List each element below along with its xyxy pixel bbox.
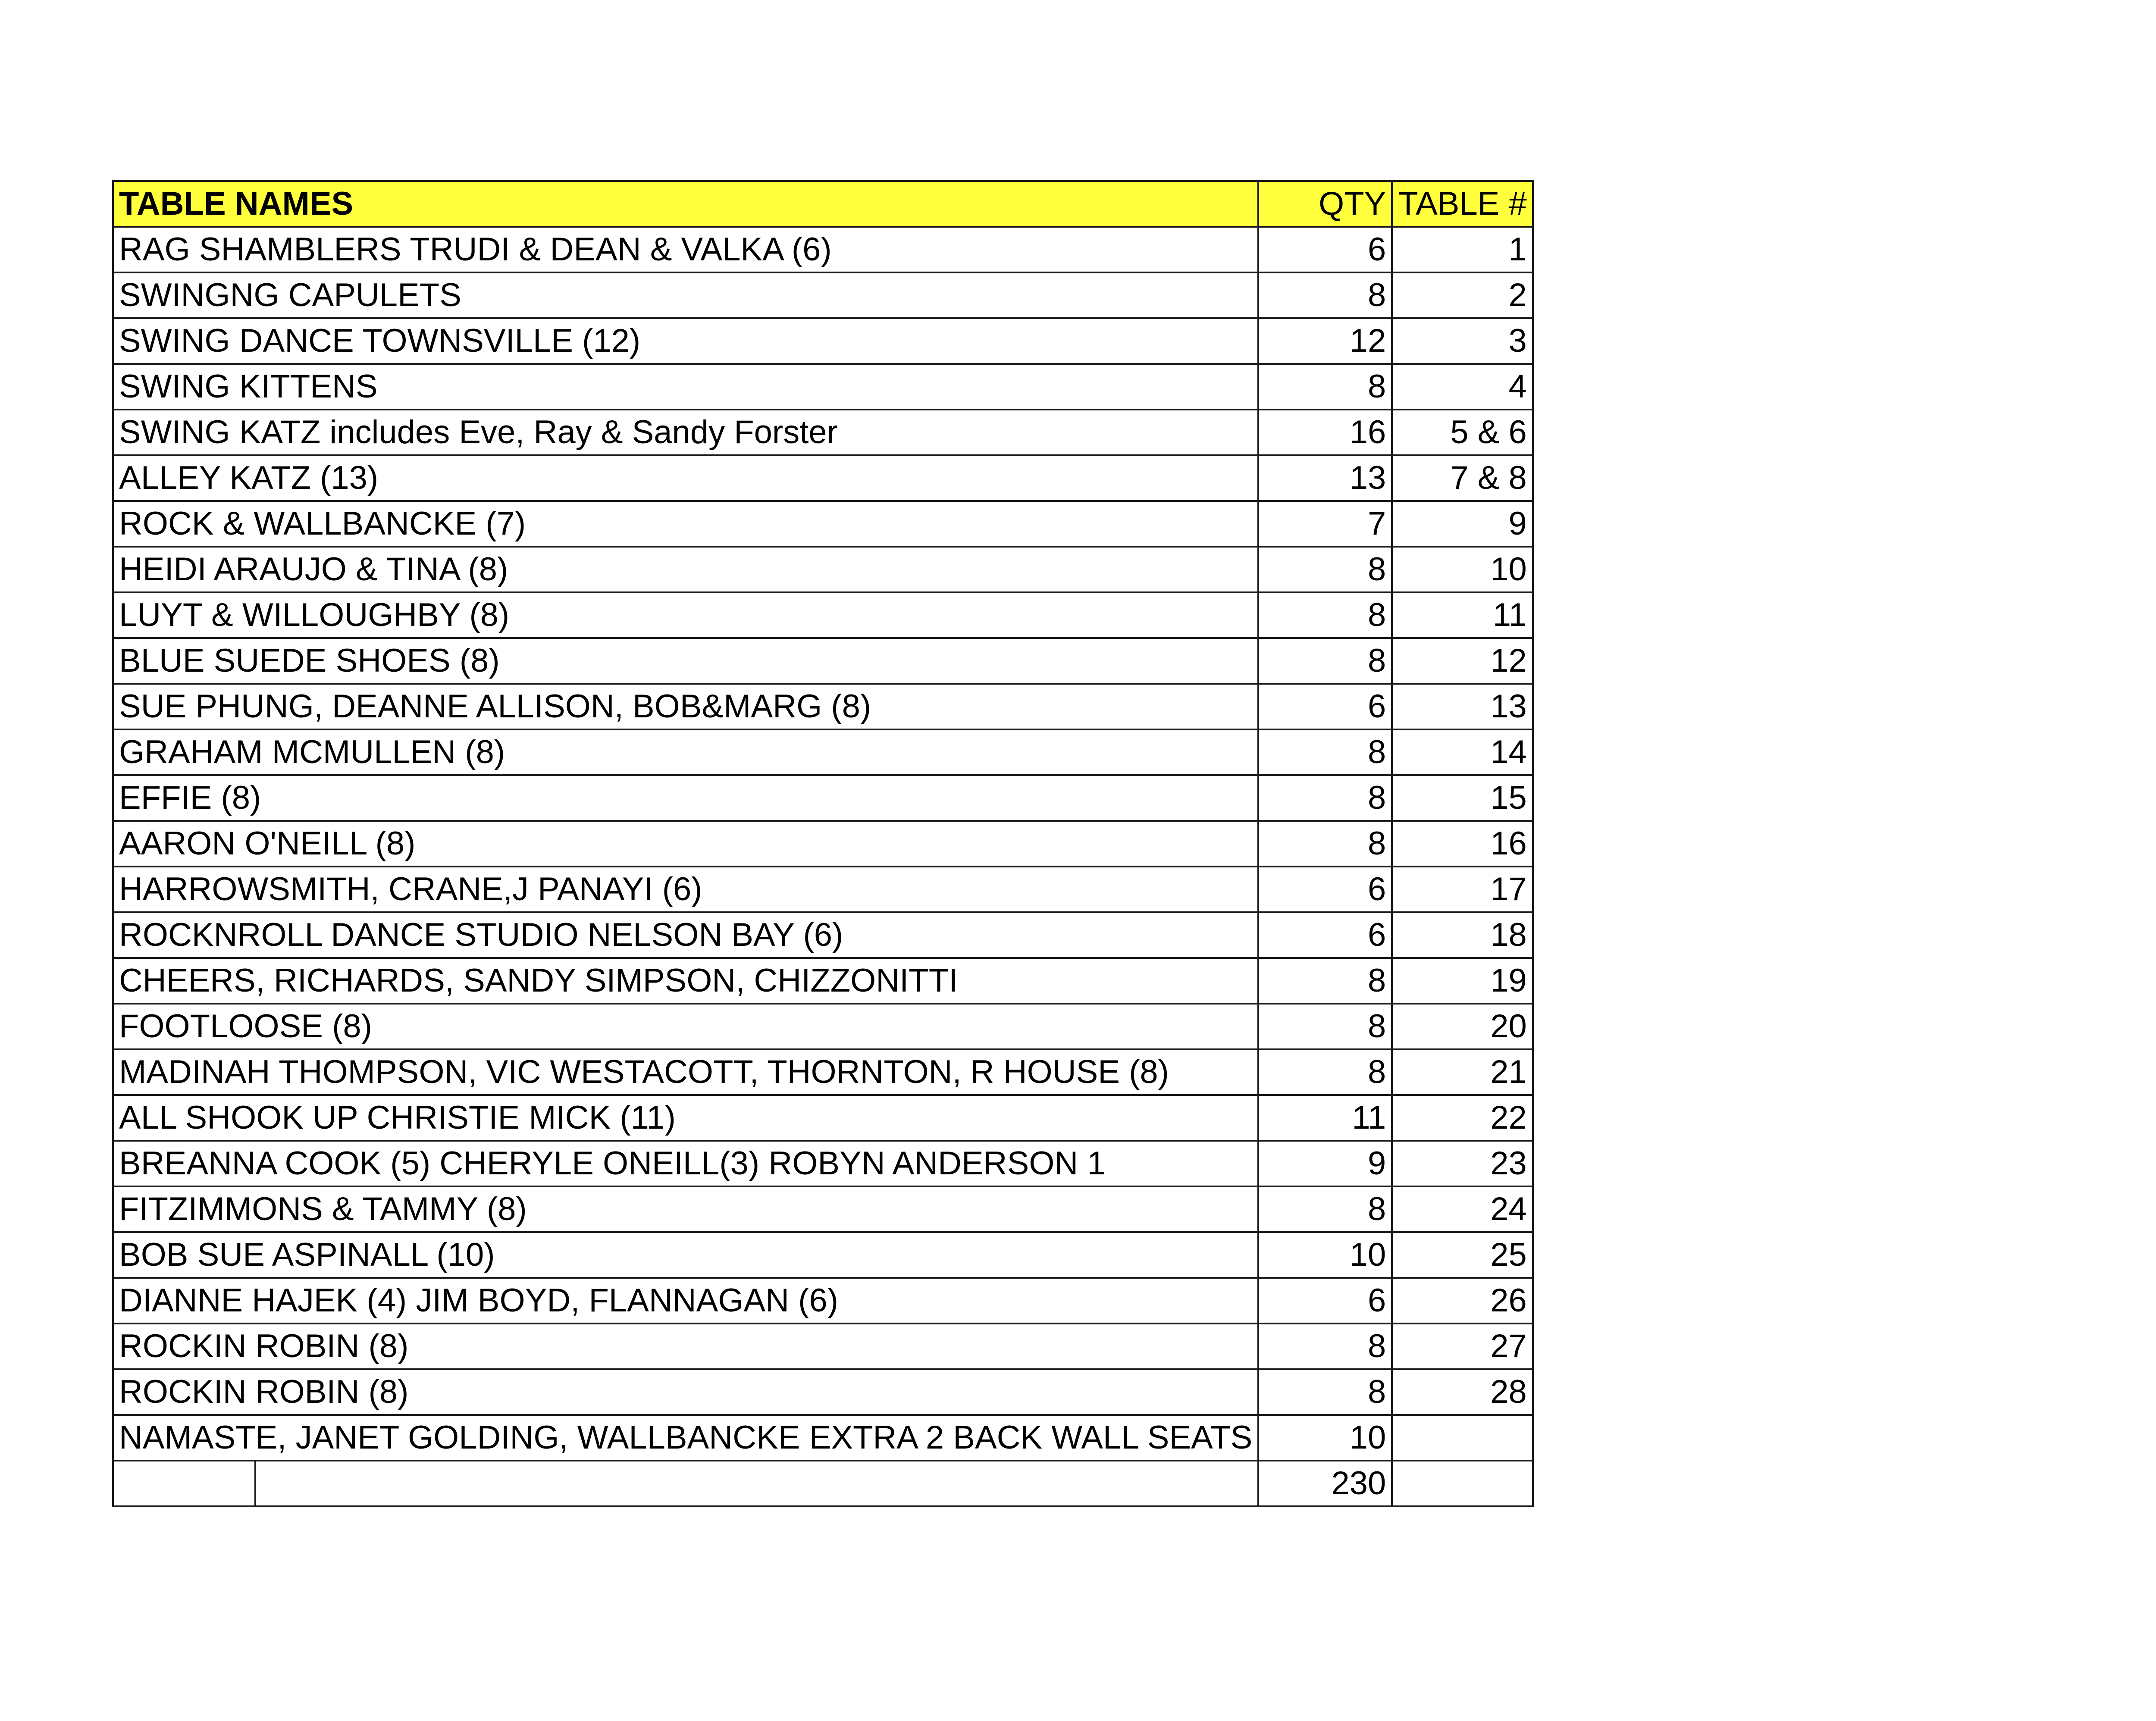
row-qty: 8 <box>1258 821 1392 867</box>
row-qty: 8 <box>1258 638 1392 684</box>
row-table-number: 16 <box>1392 821 1533 867</box>
row-table-number: 11 <box>1392 592 1533 638</box>
table-row <box>113 455 1533 501</box>
row-qty: 11 <box>1258 1095 1392 1141</box>
row-qty: 8 <box>1258 775 1392 821</box>
table-row <box>113 1004 1533 1049</box>
row-qty: 13 <box>1258 455 1392 501</box>
row-table-number: 2 <box>1392 272 1533 318</box>
row-qty: 7 <box>1258 501 1392 547</box>
table-row <box>113 364 1533 410</box>
seating-table <box>112 180 1534 1507</box>
row-names: GRAHAM MCMULLEN (8) <box>113 729 1258 775</box>
row-qty: 8 <box>1258 1369 1392 1415</box>
row-table-number: 28 <box>1392 1369 1533 1415</box>
row-qty: 8 <box>1258 1004 1392 1049</box>
table-row <box>113 410 1533 455</box>
row-qty: 10 <box>1258 1415 1392 1461</box>
row-names: SUE PHUNG, DEANNE ALLISON, BOB&MARG (8) <box>113 684 1258 729</box>
row-qty: 6 <box>1258 867 1392 912</box>
row-table-number <box>1392 1415 1533 1461</box>
table-row <box>113 1278 1533 1324</box>
table-row <box>113 318 1533 364</box>
table-row <box>113 1095 1533 1141</box>
row-qty: 8 <box>1258 729 1392 775</box>
table-row <box>113 958 1533 1004</box>
row-names: SWING KATZ includes Eve, Ray & Sandy Forster <box>113 410 1258 455</box>
row-qty: 16 <box>1258 410 1392 455</box>
row-names: SWING KITTENS <box>113 364 1258 410</box>
table-row <box>113 1232 1533 1278</box>
row-table-number: 20 <box>1392 1004 1533 1049</box>
header-qty: QTY <box>1258 181 1392 227</box>
row-table-number: 25 <box>1392 1232 1533 1278</box>
row-names: EFFIE (8) <box>113 775 1258 821</box>
row-names: MADINAH THOMPSON, VIC WESTACOTT, THORNTON, R HOUSE (8) <box>113 1049 1258 1095</box>
row-table-number: 13 <box>1392 684 1533 729</box>
row-names: BREANNA COOK (5) CHERYLE ONEILL(3) ROBYN ANDERSON 1 <box>113 1141 1258 1186</box>
row-table-number: 24 <box>1392 1186 1533 1232</box>
row-qty: 10 <box>1258 1232 1392 1278</box>
row-names: LUYT & WILLOUGHBY (8) <box>113 592 1258 638</box>
row-names: ALL SHOOK UP CHRISTIE MICK (11) <box>113 1095 1258 1141</box>
row-table-number: 14 <box>1392 729 1533 775</box>
total-qty: 230 <box>1258 1461 1392 1506</box>
row-table-number: 7 & 8 <box>1392 455 1533 501</box>
row-qty: 8 <box>1258 1049 1392 1095</box>
row-names: SWINGNG CAPULETS <box>113 272 1258 318</box>
table-row <box>113 501 1533 547</box>
row-qty: 6 <box>1258 912 1392 958</box>
row-table-number: 26 <box>1392 1278 1533 1324</box>
row-table-number: 9 <box>1392 501 1533 547</box>
row-table-number: 4 <box>1392 364 1533 410</box>
row-names: NAMASTE, JANET GOLDING, WALLBANCKE EXTRA 2 BACK WALL SEATS <box>113 1415 1258 1461</box>
row-table-number: 12 <box>1392 638 1533 684</box>
table-row <box>113 821 1533 867</box>
row-table-number: 10 <box>1392 547 1533 592</box>
row-names: CHEERS, RICHARDS, SANDY SIMPSON, CHIZZONITTI <box>113 958 1258 1004</box>
total-row <box>113 1461 1533 1506</box>
table-row <box>113 684 1533 729</box>
table-row <box>113 1324 1533 1369</box>
row-qty: 8 <box>1258 592 1392 638</box>
row-names: ROCKNROLL DANCE STUDIO NELSON BAY (6) <box>113 912 1258 958</box>
total-table-cell <box>1392 1461 1533 1506</box>
table-row <box>113 547 1533 592</box>
row-names: BLUE SUEDE SHOES (8) <box>113 638 1258 684</box>
row-qty: 6 <box>1258 684 1392 729</box>
header-row <box>113 181 1533 227</box>
row-qty: 8 <box>1258 272 1392 318</box>
row-table-number: 5 & 6 <box>1392 410 1533 455</box>
row-names: ALLEY KATZ (13) <box>113 455 1258 501</box>
row-names: AARON O'NEILL (8) <box>113 821 1258 867</box>
row-qty: 8 <box>1258 1186 1392 1232</box>
table-row <box>113 227 1533 272</box>
row-table-number: 19 <box>1392 958 1533 1004</box>
table-row <box>113 775 1533 821</box>
table-row <box>113 592 1533 638</box>
row-table-number: 22 <box>1392 1095 1533 1141</box>
row-names: ROCKIN ROBIN (8) <box>113 1369 1258 1415</box>
header-table-number: TABLE # <box>1392 181 1533 227</box>
table-row <box>113 638 1533 684</box>
row-names: ROCKIN ROBIN (8) <box>113 1324 1258 1369</box>
row-names: SWING DANCE TOWNSVILLE (12) <box>113 318 1258 364</box>
table-row <box>113 867 1533 912</box>
row-names: FOOTLOOSE (8) <box>113 1004 1258 1049</box>
row-qty: 8 <box>1258 547 1392 592</box>
row-table-number: 17 <box>1392 867 1533 912</box>
row-qty: 12 <box>1258 318 1392 364</box>
row-table-number: 1 <box>1392 227 1533 272</box>
table-row <box>113 1369 1533 1415</box>
row-qty: 6 <box>1258 1278 1392 1324</box>
table-row <box>113 1186 1533 1232</box>
table-row <box>113 1415 1533 1461</box>
total-empty-cell <box>113 1461 255 1506</box>
table-row <box>113 729 1533 775</box>
table-row <box>113 272 1533 318</box>
row-qty: 8 <box>1258 364 1392 410</box>
row-names: FITZIMMONS & TAMMY (8) <box>113 1186 1258 1232</box>
table-row <box>113 912 1533 958</box>
row-names: DIANNE HAJEK (4) JIM BOYD, FLANNAGAN (6) <box>113 1278 1258 1324</box>
row-table-number: 27 <box>1392 1324 1533 1369</box>
row-table-number: 15 <box>1392 775 1533 821</box>
row-names: HEIDI ARAUJO & TINA (8) <box>113 547 1258 592</box>
row-names: BOB SUE ASPINALL (10) <box>113 1232 1258 1278</box>
row-table-number: 21 <box>1392 1049 1533 1095</box>
header-table-names: TABLE NAMES <box>113 181 1258 227</box>
row-qty: 8 <box>1258 958 1392 1004</box>
row-table-number: 18 <box>1392 912 1533 958</box>
row-names: HARROWSMITH, CRANE,J PANAYI (6) <box>113 867 1258 912</box>
row-qty: 9 <box>1258 1141 1392 1186</box>
table-row <box>113 1049 1533 1095</box>
row-qty: 6 <box>1258 227 1392 272</box>
row-names: ROCK & WALLBANCKE (7) <box>113 501 1258 547</box>
row-names: RAG SHAMBLERS TRUDI & DEAN & VALKA (6) <box>113 227 1258 272</box>
row-qty: 8 <box>1258 1324 1392 1369</box>
table-row <box>113 1141 1533 1186</box>
total-empty-cell <box>255 1461 1258 1506</box>
row-table-number: 23 <box>1392 1141 1533 1186</box>
row-table-number: 3 <box>1392 318 1533 364</box>
